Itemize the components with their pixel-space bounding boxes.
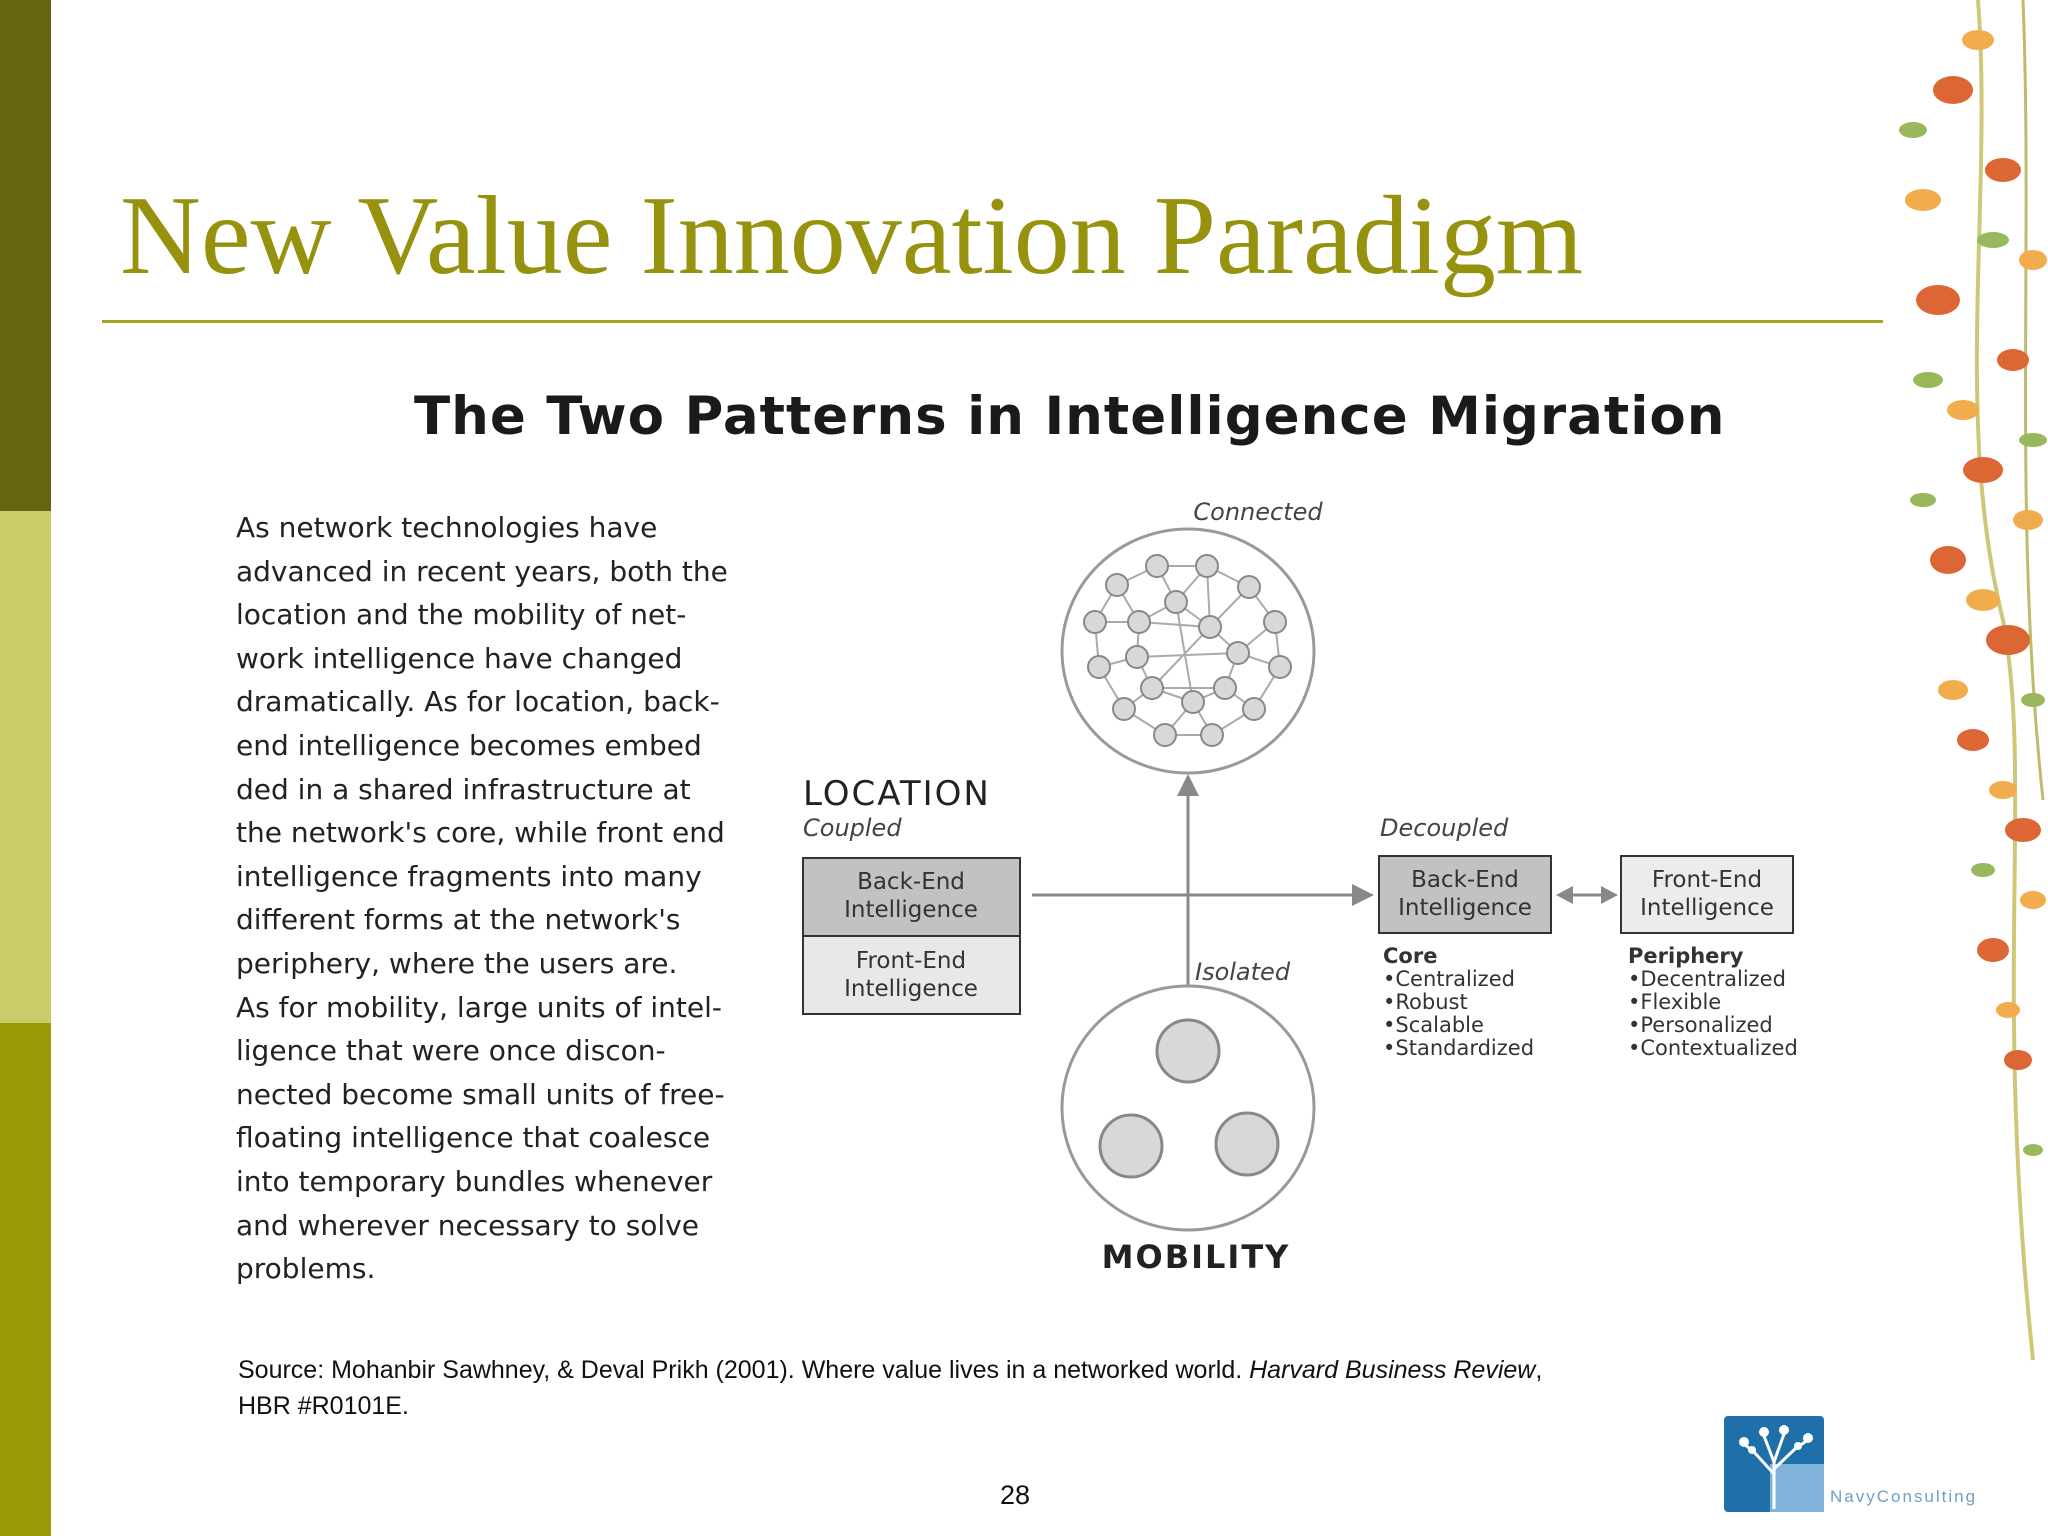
- floral-decoration-image: [1883, 0, 2048, 1370]
- core-item: •Scalable: [1383, 1013, 1484, 1037]
- left-accent-bar-bottom: [0, 1023, 51, 1536]
- source-prefix: Source: Mohanbir Sawhney, & Deval Prikh (2001). Where value lives in a networked world.: [238, 1356, 1250, 1384]
- coupled-front-end-line1: Front-End: [855, 948, 967, 974]
- body-line: the network's core, while front end: [236, 816, 725, 850]
- body-line: As network technologies have: [236, 511, 658, 544]
- source-line2: HBR #R0101E.: [238, 1392, 409, 1420]
- body-line: problems.: [236, 1252, 376, 1286]
- intelligence-migration-diagram: [780, 490, 1820, 1290]
- body-line: ligence that were once discon-: [236, 1034, 666, 1068]
- company-logo-icon: [1724, 1414, 1824, 1514]
- label-isolated: Isolated: [1195, 958, 1291, 986]
- body-line: and wherever necessary to solve: [236, 1208, 699, 1242]
- periphery-item: •Personalized: [1628, 1013, 1773, 1037]
- body-line: end intelligence becomes embed: [236, 728, 702, 762]
- decoupled-back-end-line1: Back-End: [1411, 867, 1519, 893]
- body-line: different forms at the network's: [236, 903, 681, 937]
- core-item: •Robust: [1383, 990, 1468, 1014]
- coupled-back-end-line1: Back-End: [857, 869, 965, 895]
- core-item: •Centralized: [1383, 967, 1515, 991]
- label-decoupled: Decoupled: [1380, 814, 1509, 842]
- core-item: •Standardized: [1383, 1036, 1535, 1060]
- body-line: work intelligence have changed: [236, 641, 683, 675]
- body-line: As for mobility, large units of intel-: [236, 990, 723, 1024]
- body-line: nected become small units of free-: [236, 1077, 725, 1111]
- decoupled-front-end-line2: Intelligence: [1640, 895, 1774, 921]
- title-underline: [102, 320, 1894, 323]
- body-line: floating intelligence that coalesce: [236, 1121, 711, 1155]
- figure-title: The Two Patterns in Intelligence Migration: [414, 386, 1726, 447]
- page-number: 28: [1000, 1480, 1031, 1510]
- location-arrowhead: [1352, 884, 1374, 906]
- label-mobility: MOBILITY: [1101, 1238, 1291, 1276]
- periphery-item: •Flexible: [1628, 990, 1722, 1014]
- body-line: advanced in recent years, both the: [236, 554, 728, 588]
- core-title: Core: [1383, 944, 1438, 968]
- logo-wordmark: NavyConsulting: [1830, 1487, 1978, 1506]
- source-citation: [238, 1352, 1738, 1424]
- coupled-back-end-line2: Intelligence: [844, 897, 978, 923]
- slide-title: New Value Innovation Paradigm: [120, 174, 1583, 298]
- figure-body-text: [236, 506, 728, 1291]
- decoupled-back-end-line2: Intelligence: [1398, 895, 1532, 921]
- bidirectional-arrowhead-right: [1601, 886, 1618, 904]
- isolated-node: [1216, 1113, 1278, 1175]
- body-line: location and the mobility of net-: [236, 598, 687, 632]
- isolated-node: [1100, 1115, 1162, 1177]
- label-connected: Connected: [1193, 498, 1323, 526]
- bidirectional-arrowhead-left: [1556, 886, 1573, 904]
- source-suffix: ,: [1535, 1356, 1543, 1384]
- left-accent-bar-top: [0, 0, 51, 511]
- decoupled-front-end-line1: Front-End: [1651, 867, 1763, 893]
- isolated-node: [1157, 1020, 1219, 1082]
- body-line: dramatically. As for location, back-: [236, 685, 720, 719]
- coupled-front-end-line2: Intelligence: [844, 976, 978, 1002]
- left-accent-bar-middle: [0, 511, 51, 1023]
- periphery-item: •Decentralized: [1628, 967, 1786, 991]
- body-line: intelligence fragments into many: [236, 859, 702, 893]
- body-line: periphery, where the users are.: [236, 946, 678, 980]
- label-coupled: Coupled: [803, 814, 902, 842]
- label-location: LOCATION: [803, 774, 991, 814]
- periphery-item: •Contextualized: [1628, 1036, 1798, 1060]
- source-journal: Harvard Business Review: [1249, 1356, 1536, 1384]
- body-line: ded in a shared infrastructure at: [236, 772, 691, 806]
- mobility-arrowhead: [1177, 774, 1199, 796]
- periphery-title: Periphery: [1628, 944, 1744, 968]
- body-line: into temporary bundles whenever: [236, 1164, 713, 1198]
